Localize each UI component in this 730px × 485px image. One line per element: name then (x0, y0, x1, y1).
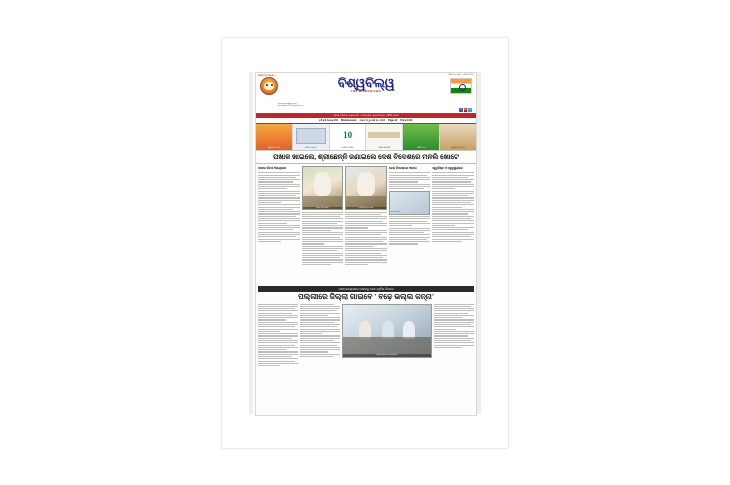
twitter-icon[interactable]: t (469, 107, 471, 111)
issue-date: ଚଇତ ୨୧ ରୁ ମାର୍ଚ୍ଚ ୨୭, ୨୦୨୨ (359, 119, 386, 123)
ad-slot-3-label: ଟେଲିକମ୍ ଅଫର୍ (341, 147, 354, 150)
social-icons (459, 108, 472, 112)
masthead-top-left: ସୋମବାର ଖବର... (258, 74, 277, 77)
lead-headline: ପଖାଳ ଖାଇଲେ, ଶ୍ରୀଛେନ୍ନି ଜଣାଇଲେ ଦେଶ ବିଦେଶରେ ମନଲି ଖୋଟେ (256, 151, 476, 164)
column-4 (432, 166, 474, 284)
issue-pages: Page-12 (388, 119, 398, 123)
ad-slot-5-label: ଜୈବିକ ଚାଷ (417, 147, 426, 150)
newspaper-title: ବିଶ୍ୱବିଲ୍ୱ (337, 75, 395, 90)
lead-story-body (256, 164, 476, 284)
column-3 (389, 166, 431, 284)
newspaper-subtitle: THE BISWABILWA (350, 89, 382, 93)
second-story-body (256, 304, 476, 387)
ad-slot-2-label: ଫର୍ନିଚର୍ ଷ୍ଟୋର୍ (304, 147, 317, 150)
column-1 (258, 166, 300, 284)
masthead-contact (278, 103, 303, 108)
side-photo (389, 191, 431, 215)
youtube-icon[interactable]: ▶ (464, 107, 467, 111)
issue-price: Price-3.00/- (400, 119, 414, 123)
column-b1 (258, 304, 298, 384)
column-1-subhead: ପଖାଳ ଦିବସ ଆୟୋଜନ (258, 166, 287, 170)
second-story-photo-caption: ସମୀକ୍ଷା ବୈଠକରେ ଅଧିକାରୀମାନେ (343, 354, 431, 356)
photo-left-caption: ପଖାଳ ଦିବସ ପାଳନ (303, 207, 343, 209)
lead-photo-pair (302, 166, 387, 210)
photo-left (302, 166, 344, 210)
masthead-top-right: ଶିକ୍ଷା ଓ ସଂସ୍କୃତି । ସମ୍ବାଦପତ୍ର (448, 74, 474, 76)
newspaper-page (255, 72, 477, 416)
ad-slot-6[interactable] (440, 124, 476, 150)
issue-place: Bhubaneswar (340, 119, 357, 123)
second-headline: ପଲ୍ଲୀରେ ଜିଲ୍ଲା ଗାଇବେ ' ବଢ଼େ ଭଲ୍‌ଲ କନ୍‌ନା' (298, 292, 434, 302)
masthead-center (256, 76, 476, 94)
column-3-subhead: ଦେଶ ବିଦେଶରେ ଆଦର (388, 166, 417, 170)
red-banner: ଓଡ଼ିଶା ସରକାର ଅନୁମୋଦିତ • ସାପ୍ତାହିକ ସମ୍ବାଦପତ୍ର • RNI ଓଡ଼ିଆ (256, 114, 476, 118)
ad-slot-6-label: ସ୍ୱର୍ଣ୍ଣ ଅଳଙ୍କାର (451, 147, 465, 150)
photo-right (345, 166, 387, 210)
ad-slot-3[interactable] (330, 124, 367, 150)
page-edge-left (249, 72, 253, 414)
email-text: biswabilwa2017@gmail.com (278, 105, 304, 108)
ad-slot-1-label: ସ୍ୱାଗତମ୍ ଅଫର୍ (267, 147, 281, 150)
side-photo-caption: ଫାଇଲ୍ ଫଟୋ (390, 210, 401, 213)
ad-slot-1[interactable] (256, 124, 293, 150)
ad-slot-4[interactable] (366, 124, 403, 150)
column-b3 (434, 304, 474, 384)
website-text: www.biswabilwa.com (278, 102, 297, 105)
photo-right-caption: ମନ୍ତ୍ରୀଙ୍କ ସହ ଭୋଜନ (346, 207, 386, 209)
ad-slot-3-big-number: 10 (343, 130, 353, 141)
masthead (256, 73, 476, 114)
page-edge-right (477, 72, 481, 414)
column-b2 (300, 304, 340, 384)
issue-number: ୪ର୍ଥ ବର୍ଷ Issue-404 (318, 119, 338, 123)
column-4-subhead: ସ୍ୱାଦିଷ୍ଟ ଓ ସ୍ୱାସ୍ଥ୍ୟକର (432, 166, 463, 170)
ad-slot-4-label: ନିର୍ମାଣ ସାମଗ୍ରୀ (378, 147, 391, 150)
ad-slot-5[interactable] (403, 124, 440, 150)
second-story-photo (342, 304, 432, 358)
advert-strip (256, 124, 476, 151)
ad-slot-2[interactable] (293, 124, 330, 150)
second-story-band: ମହାନଗରୋକରେ ପାଖନ୍ତୁ ହେବ ନୂଆଁର ନିଦେଶ (258, 286, 474, 292)
facebook-icon[interactable]: f (460, 107, 462, 111)
column-2 (302, 166, 387, 284)
